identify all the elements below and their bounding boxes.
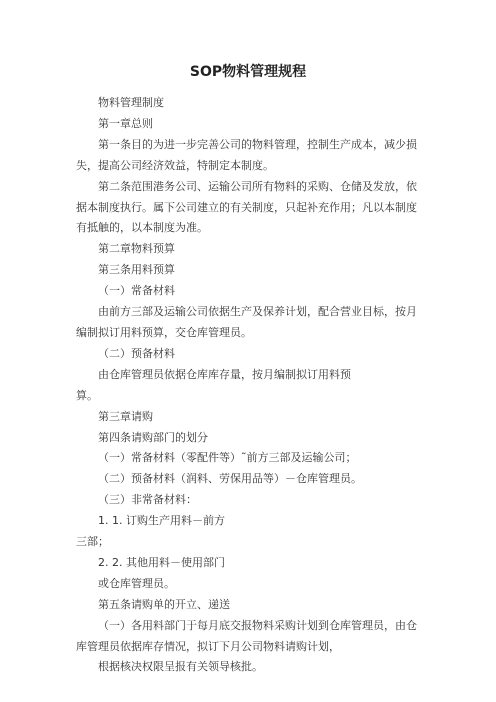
document-title: SOP物料管理规程 xyxy=(189,64,307,80)
numbered-item-2-continued: 或仓库管理员。 xyxy=(98,576,175,590)
chapter-1-heading: 第一章总则 xyxy=(98,116,153,130)
chapter-3-heading: 第三章请购 xyxy=(98,409,153,423)
regular-materials-text: 由前方三部及运输公司依据生产及保养计划，配合营业目标，按月编制拟订用料预算，交仓库管理员。 xyxy=(76,305,417,339)
article-5-item-1: （一）各用料部门于每月底交报物料采购计划到仓库管理员，由仓库管理员依据库存情况，拟订下月公司物料请购计划， xyxy=(76,618,417,653)
article-2-scope: 第二条范围港务公司、运输公司所有物料的采购、仓储及发放，依据本制度执行。属下公司建立的有关制度，只起补充作用；凡以本制度有抵触的，以本制度为准。 xyxy=(76,179,417,235)
article-4-item-3: （三）非常备材料： xyxy=(98,493,197,507)
item-regular-materials: （一）常备材料 xyxy=(98,284,175,298)
article-5-heading: 第五条请购单的开立、递送 xyxy=(98,597,230,611)
article-4-heading: 第四条请购部门的划分 xyxy=(98,430,208,444)
article-3-heading: 第三条用料预算 xyxy=(98,263,175,277)
chapter-2-heading: 第二章物料预算 xyxy=(98,242,175,256)
paragraph-heading-material-system: 物料管理制度 xyxy=(98,96,164,109)
numbered-item-1: 1. 1. 订购生产用料－前方 xyxy=(98,514,225,528)
reserve-materials-text: 由仓库管理员依据仓库库存量，按月编制拟订用料预 xyxy=(98,367,351,381)
item-reserve-materials: （二）预备材料 xyxy=(98,346,175,360)
article-4-item-1: （一）常备材料（零配件等）˜前方三部及运输公司； xyxy=(98,451,357,465)
article-1-purpose: 第一条目的为进一步完善公司的物料管理，控制生产成本，减少损失，提高公司经济效益，特制定本制度。 xyxy=(76,137,417,172)
document-body xyxy=(76,93,421,678)
article-4-item-2: （二）预备材料（润料、劳保用品等）－仓库管理员。 xyxy=(98,472,362,486)
article-5-item-1-end: 根据核决权限呈报有关领导核批。 xyxy=(98,660,263,674)
numbered-item-1-continued: 三部； xyxy=(76,535,109,549)
reserve-materials-text-end: 算。 xyxy=(76,388,98,402)
numbered-item-2: 2. 2. 其他用料－使用部门 xyxy=(98,555,225,569)
